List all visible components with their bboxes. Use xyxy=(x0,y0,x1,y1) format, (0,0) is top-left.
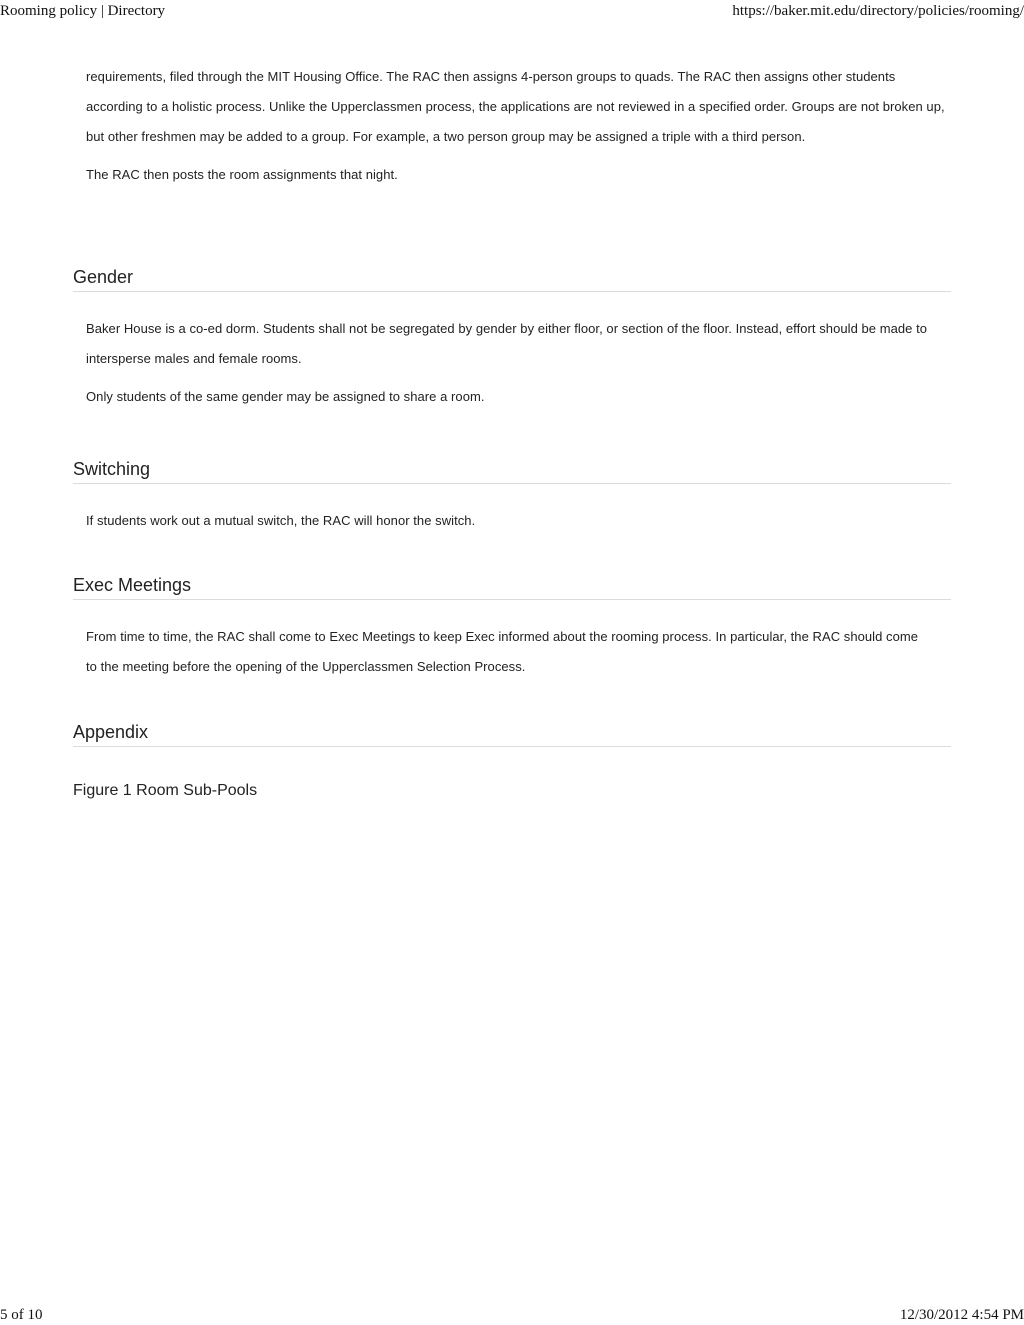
section-heading: Gender xyxy=(73,265,951,292)
print-page-title: Rooming policy | Directory xyxy=(0,2,166,19)
section-switching xyxy=(73,457,951,536)
intro-section xyxy=(73,62,951,190)
section-appendix xyxy=(73,720,951,802)
section-heading: Appendix xyxy=(73,720,951,747)
section-gender xyxy=(73,265,951,412)
print-timestamp: 12/30/2012 4:54 PM xyxy=(899,1306,1024,1323)
section-paragraph: Only students of the same gender may be assigned to share a room. xyxy=(86,389,485,404)
section-exec-meetings xyxy=(73,573,951,682)
section-paragraph: Baker House is a co-ed dorm. Students shall not be segregated by gender by either floor, or section of the floor. Instead, effort should be made to intersperse males and female rooms. xyxy=(86,321,928,366)
page-count: 5 of 10 xyxy=(0,1306,43,1323)
figure-caption: Figure 1 Room Sub-Pools xyxy=(73,782,258,799)
print-url: https://baker.mit.edu/directory/policies/rooming/ xyxy=(732,2,1024,19)
print-header xyxy=(0,1,1024,21)
section-paragraph: From time to time, the RAC shall come to Exec Meetings to keep Exec informed about the rooming process. In particular, the RAC should come to the meeting before the opening of the Upperclassmen Selection Process. xyxy=(86,629,919,674)
intro-paragraph: The RAC then posts the room assignments that night. xyxy=(86,167,398,182)
print-footer xyxy=(0,1305,1024,1325)
section-paragraph: If students work out a mutual switch, the RAC will honor the switch. xyxy=(86,513,476,528)
intro-paragraph: requirements, filed through the MIT Housing Office. The RAC then assigns 4-person groups to quads. The RAC then assigns other students according to a holistic process. Unlike the Upperclassmen process, the applications are not reviewed in a specified order. Groups are not broken up, but other freshmen may be added to a group. For example, a two person group may be assigned a triple with a third person. xyxy=(86,69,945,144)
section-heading: Exec Meetings xyxy=(73,573,951,600)
section-heading: Switching xyxy=(73,457,951,484)
